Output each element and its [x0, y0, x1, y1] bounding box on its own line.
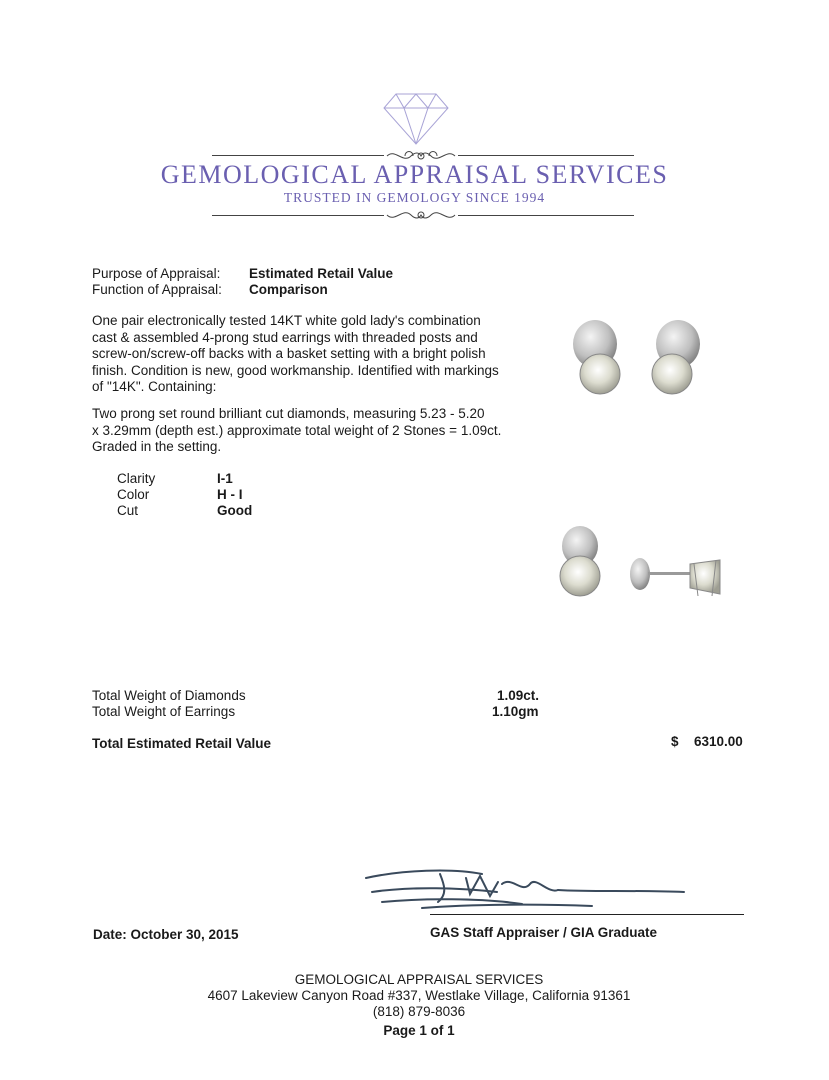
function-value: Comparison	[249, 282, 328, 297]
signature-line	[430, 914, 744, 915]
footer-phone: (818) 879-8036	[372, 1004, 466, 1019]
total-earrings-label: Total Weight of Earrings	[92, 704, 236, 719]
earrings-side-photo	[552, 524, 732, 614]
retail-value: 6310.00	[694, 734, 743, 749]
total-diamonds-value: 1.09ct.	[497, 688, 540, 703]
page-number: Page 1 of 1	[383, 1023, 455, 1038]
diamond-description: Two prong set round brilliant cut diamonds, measuring 5.23 - 5.20 x 3.29mm (depth est.) approximate total weight of 2 Stones = 1.09ct. Graded in the setting.	[92, 406, 502, 454]
bottom-rule-left	[212, 215, 384, 216]
item-description: One pair electronically tested 14KT white gold lady's combination cast & assembled 4-prong stud earrings with threaded posts and screw-on/screw-off backs with a basket setting with a bright polish finish. Condition is new, good workmanship. Identified with markings of "14K". Containing:	[92, 313, 499, 394]
appraiser-title: GAS Staff Appraiser / GIA Graduate	[430, 925, 658, 940]
purpose-value: Estimated Retail Value	[249, 266, 394, 281]
footer-address: 4607 Lakeview Canyon Road #337, Westlake Village, California 91361	[207, 988, 631, 1003]
diamond-outline-icon	[382, 92, 450, 146]
flourish-ornament-icon	[385, 205, 457, 225]
function-label: Function of Appraisal:	[92, 282, 222, 297]
color-label: Color	[117, 487, 150, 502]
clarity-label: Clarity	[117, 471, 156, 486]
clarity-value: I-1	[217, 471, 233, 486]
total-diamonds-label: Total Weight of Diamonds	[92, 688, 246, 703]
cut-value: Good	[217, 503, 253, 518]
bottom-rule-right	[458, 215, 634, 216]
currency-symbol: $	[671, 734, 679, 749]
brand-name: GEMOLOGICAL APPRAISAL SERVICES	[160, 160, 669, 189]
top-rule-right	[458, 155, 634, 156]
earrings-front-photo	[560, 312, 720, 402]
cut-label: Cut	[117, 503, 139, 518]
brand-tagline: TRUSTED IN GEMOLOGY SINCE 1994	[283, 190, 546, 205]
appraisal-date: Date: October 30, 2015	[93, 927, 239, 942]
color-value: H - I	[217, 487, 243, 502]
signature	[362, 864, 692, 914]
footer-company: GEMOLOGICAL APPRAISAL SERVICES	[294, 972, 544, 987]
purpose-label: Purpose of Appraisal:	[92, 266, 221, 281]
total-earrings-value: 1.10gm	[492, 704, 539, 719]
retail-value-label: Total Estimated Retail Value	[92, 736, 272, 751]
top-rule-left	[212, 155, 384, 156]
